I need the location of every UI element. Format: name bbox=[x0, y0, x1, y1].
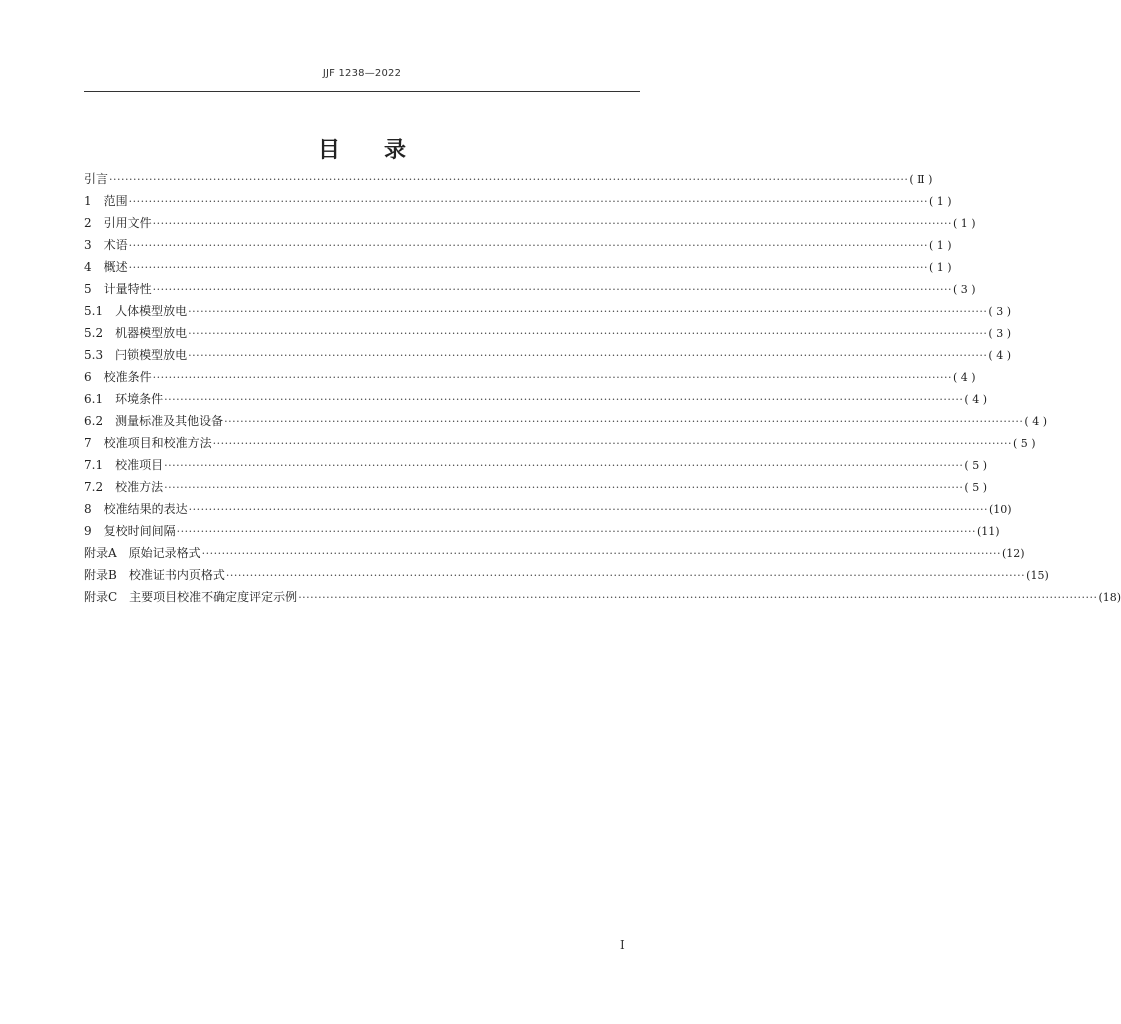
toc-entry-page: ( 1 ) bbox=[952, 217, 976, 230]
toc-entry-page: (12) bbox=[1002, 547, 1025, 560]
toc-leader-dots: ········································································································································································································ bbox=[188, 327, 988, 340]
toc-entry-label: 5 计量特性 bbox=[84, 282, 152, 296]
toc-entry[interactable] bbox=[84, 454, 987, 476]
toc-entry[interactable] bbox=[84, 234, 952, 256]
toc-leader-dots: ········································································································································································································ bbox=[201, 547, 1001, 560]
toc-entry-page: ( 3 ) bbox=[952, 283, 976, 296]
toc-entry-label: 1 范围 bbox=[84, 194, 128, 208]
toc-entry-label: 引言 bbox=[84, 172, 109, 186]
toc-entry-page: ( 5 ) bbox=[964, 459, 987, 472]
page-number: Ⅰ bbox=[620, 938, 625, 952]
toc-leader-dots: ········································································································································································································ bbox=[128, 261, 928, 274]
toc-entry-label: 5.2 机器模型放电 bbox=[84, 326, 188, 340]
toc-entry[interactable] bbox=[84, 542, 1025, 564]
toc-entry-page: ( 1 ) bbox=[928, 239, 952, 252]
toc-entry-label: 7.1 校准项目 bbox=[84, 458, 164, 472]
toc-entry-page: ( 4 ) bbox=[988, 349, 1011, 362]
toc-leader-dots: ········································································································································································································ bbox=[109, 173, 909, 186]
toc-leader-dots: ········································································································································································································ bbox=[225, 569, 1026, 582]
toc-leader-dots: ········································································································································································································ bbox=[188, 349, 988, 362]
toc-leader-dots: ········································································································································································································ bbox=[224, 415, 1024, 428]
toc-entry-label: 4 概述 bbox=[84, 260, 128, 274]
toc-leader-dots: ········································································································································································································ bbox=[128, 239, 928, 252]
toc-entry-page: (15) bbox=[1026, 569, 1049, 582]
toc-entry-page: ( 1 ) bbox=[928, 261, 952, 274]
toc-entry-label: 附录A 原始记录格式 bbox=[84, 546, 201, 560]
toc-entry[interactable] bbox=[84, 256, 952, 278]
toc-entry[interactable] bbox=[84, 520, 1000, 542]
toc-entry-page: ( 5 ) bbox=[1012, 437, 1036, 450]
toc-entry-page: (11) bbox=[976, 525, 1000, 538]
toc-leader-dots: ········································································································································································································ bbox=[164, 459, 964, 472]
table-of-contents bbox=[84, 168, 1121, 608]
document-code-header: JJF 1238—2022 bbox=[322, 68, 402, 79]
toc-entry-page: ( Ⅱ ) bbox=[909, 173, 933, 186]
toc-entry[interactable] bbox=[84, 300, 1011, 322]
toc-entry-label: 附录C 主要项目校准不确定度评定示例 bbox=[84, 590, 298, 604]
toc-entry-label: 9 复校时间间隔 bbox=[84, 524, 176, 538]
toc-entry[interactable] bbox=[84, 278, 976, 300]
toc-entry[interactable] bbox=[84, 212, 976, 234]
toc-entry-label: 5.3 闩锁模型放电 bbox=[84, 348, 188, 362]
toc-leader-dots: ········································································································································································································ bbox=[152, 217, 952, 230]
toc-entry[interactable] bbox=[84, 498, 1012, 520]
toc-entry[interactable] bbox=[84, 190, 952, 212]
toc-entry-page: ( 1 ) bbox=[928, 195, 952, 208]
toc-leader-dots: ········································································································································································································ bbox=[152, 283, 952, 296]
toc-entry-page: ( 3 ) bbox=[988, 305, 1011, 318]
toc-entry-page: (10) bbox=[988, 503, 1012, 516]
toc-entry[interactable] bbox=[84, 476, 987, 498]
toc-entry[interactable] bbox=[84, 366, 976, 388]
toc-entry-page: (18) bbox=[1098, 591, 1121, 604]
toc-entry[interactable] bbox=[84, 168, 933, 190]
toc-entry-label: 7.2 校准方法 bbox=[84, 480, 164, 494]
toc-entry-label: 5.1 人体模型放电 bbox=[84, 304, 188, 318]
toc-entry-page: ( 4 ) bbox=[1024, 415, 1047, 428]
toc-leader-dots: ········································································································································································································ bbox=[212, 437, 1012, 450]
toc-entry-page: ( 5 ) bbox=[964, 481, 987, 494]
toc-leader-dots: ········································································································································································································ bbox=[188, 503, 988, 516]
toc-leader-dots: ········································································································································································································ bbox=[164, 481, 964, 494]
toc-leader-dots: ········································································································································································································ bbox=[188, 305, 988, 318]
toc-entry[interactable] bbox=[84, 322, 1011, 344]
toc-leader-dots: ········································································································································································································ bbox=[298, 591, 1098, 604]
toc-entry-label: 8 校准结果的表达 bbox=[84, 502, 188, 516]
toc-entry[interactable] bbox=[84, 564, 1049, 586]
toc-entry-page: ( 4 ) bbox=[952, 371, 976, 384]
toc-entry-label: 6.1 环境条件 bbox=[84, 392, 164, 406]
toc-entry-page: ( 3 ) bbox=[988, 327, 1011, 340]
toc-entry-label: 6.2 测量标准及其他设备 bbox=[84, 414, 224, 428]
toc-entry-label: 2 引用文件 bbox=[84, 216, 152, 230]
toc-entry[interactable] bbox=[84, 432, 1036, 454]
toc-entry-label: 6 校准条件 bbox=[84, 370, 152, 384]
toc-leader-dots: ········································································································································································································ bbox=[164, 393, 964, 406]
toc-entry-label: 附录B 校准证书内页格式 bbox=[84, 568, 225, 582]
header-rule bbox=[84, 91, 640, 92]
toc-leader-dots: ········································································································································································································ bbox=[176, 525, 976, 538]
toc-entry-label: 7 校准项目和校准方法 bbox=[84, 436, 212, 450]
toc-entry[interactable] bbox=[84, 388, 987, 410]
toc-entry[interactable] bbox=[84, 344, 1011, 366]
toc-entry-page: ( 4 ) bbox=[964, 393, 987, 406]
toc-leader-dots: ········································································································································································································ bbox=[152, 371, 952, 384]
toc-entry[interactable] bbox=[84, 410, 1047, 432]
toc-entry-label: 3 术语 bbox=[84, 238, 128, 252]
toc-entry[interactable] bbox=[84, 586, 1121, 608]
page-title: 目录 bbox=[317, 137, 450, 163]
toc-leader-dots: ········································································································································································································ bbox=[128, 195, 928, 208]
